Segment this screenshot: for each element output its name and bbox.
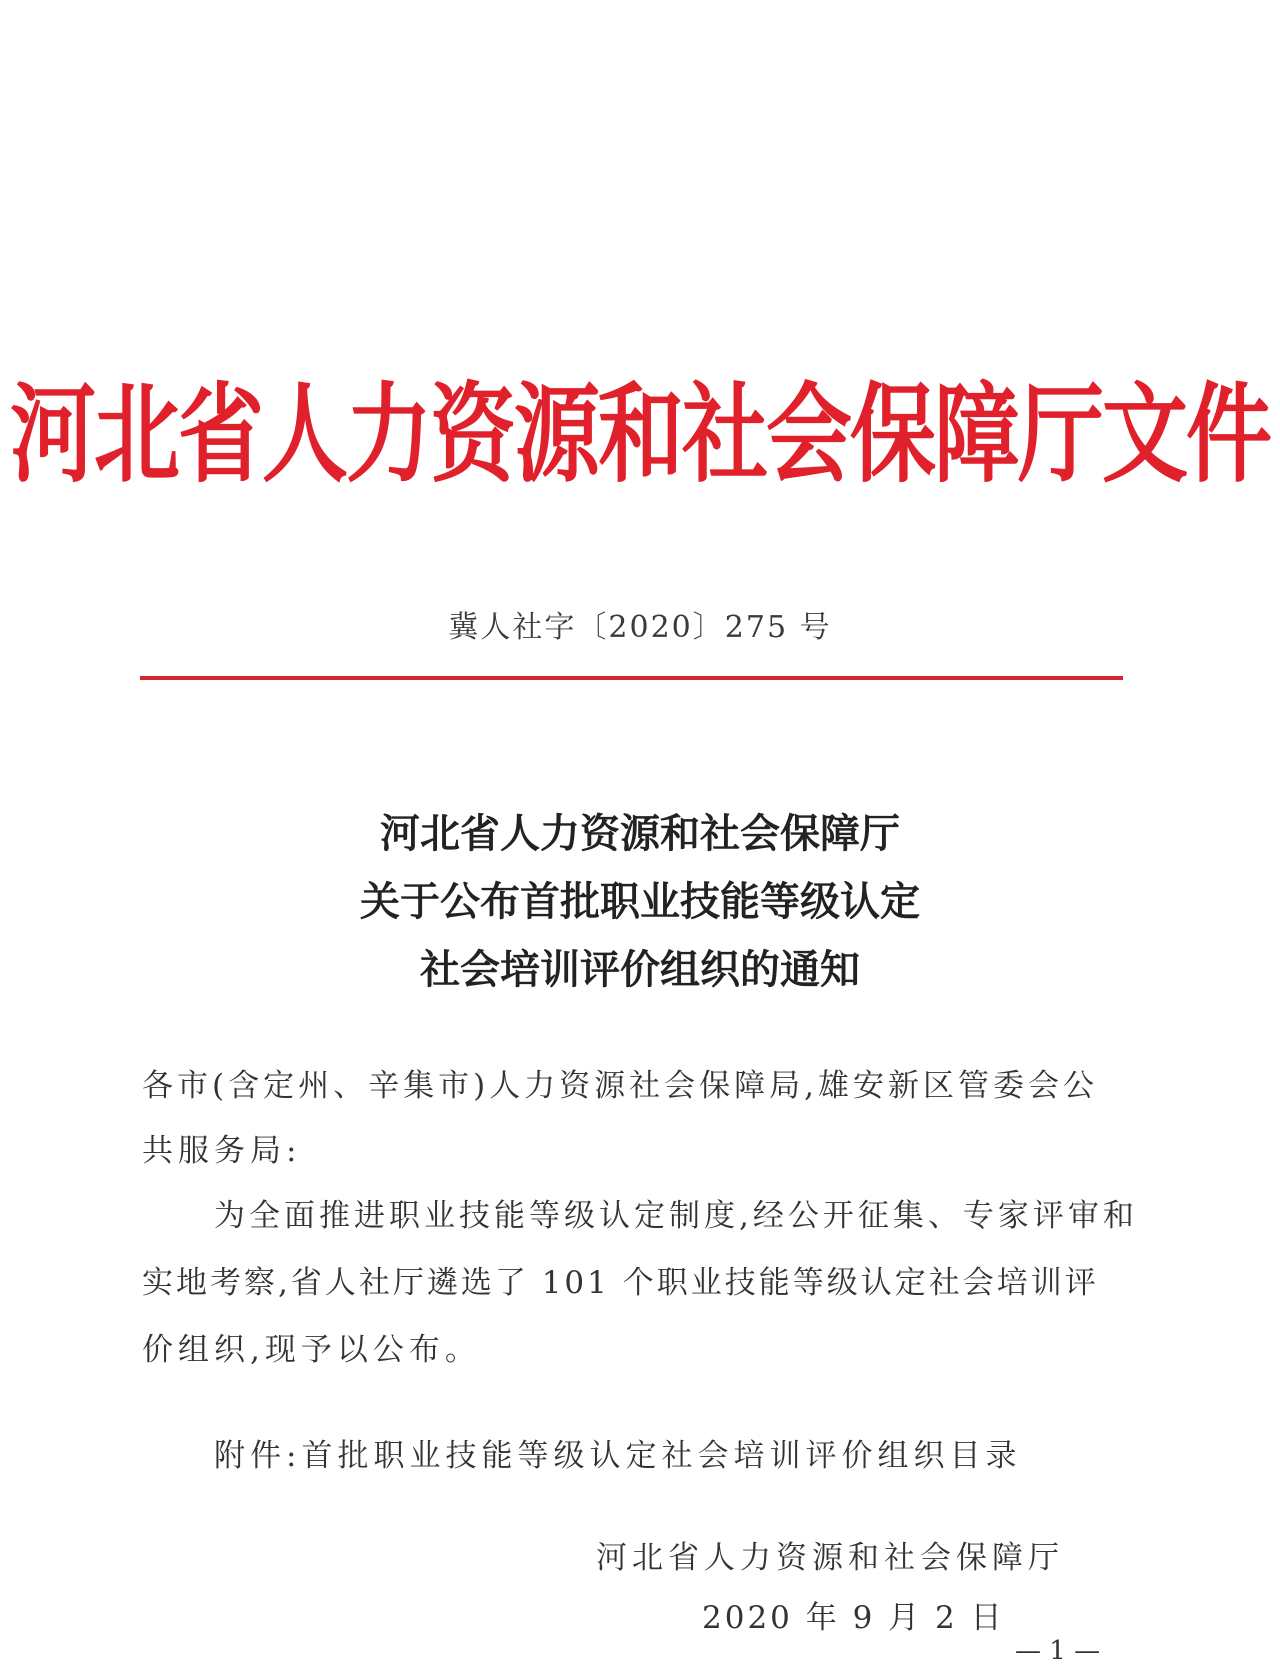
masthead-title: 河北省人力资源和社会保障厅文件 [10,372,1270,498]
notice-title-line-3: 社会培训评价组织的通知 [420,946,860,993]
signature-organization: 河北省人力资源和社会保障厅 [596,1540,1064,1576]
red-divider-rule [140,676,1123,680]
signature-date: 2020 年 9 月 2 日 [702,1600,1005,1636]
addressee-line-2: 共服务局: [142,1133,302,1169]
attachment-line: 附件:首批职业技能等级认定社会培训评价组织目录 [214,1438,1022,1474]
notice-title [0,800,1280,1004]
body-paragraph-line-2: 实地考察,省人社厅遴选了 101 个职业技能等级认定社会培训评 [142,1265,1099,1301]
body-paragraph-line-3: 价组织,现予以公布。 [142,1332,481,1368]
document-number: 冀人社字〔2020〕275 号 [448,610,832,645]
body-paragraph-line-1: 为全面推进职业技能等级认定制度,经公开征集、专家评审和 [214,1198,1138,1234]
addressee-line-1: 各市(含定州、辛集市)人力资源社会保障局,雄安新区管委会公 [142,1068,1099,1104]
page-number: — 1 — [1015,1636,1101,1666]
notice-title-line-2: 关于公布首批职业技能等级认定 [360,878,920,925]
notice-title-line-1: 河北省人力资源和社会保障厅 [380,810,900,857]
